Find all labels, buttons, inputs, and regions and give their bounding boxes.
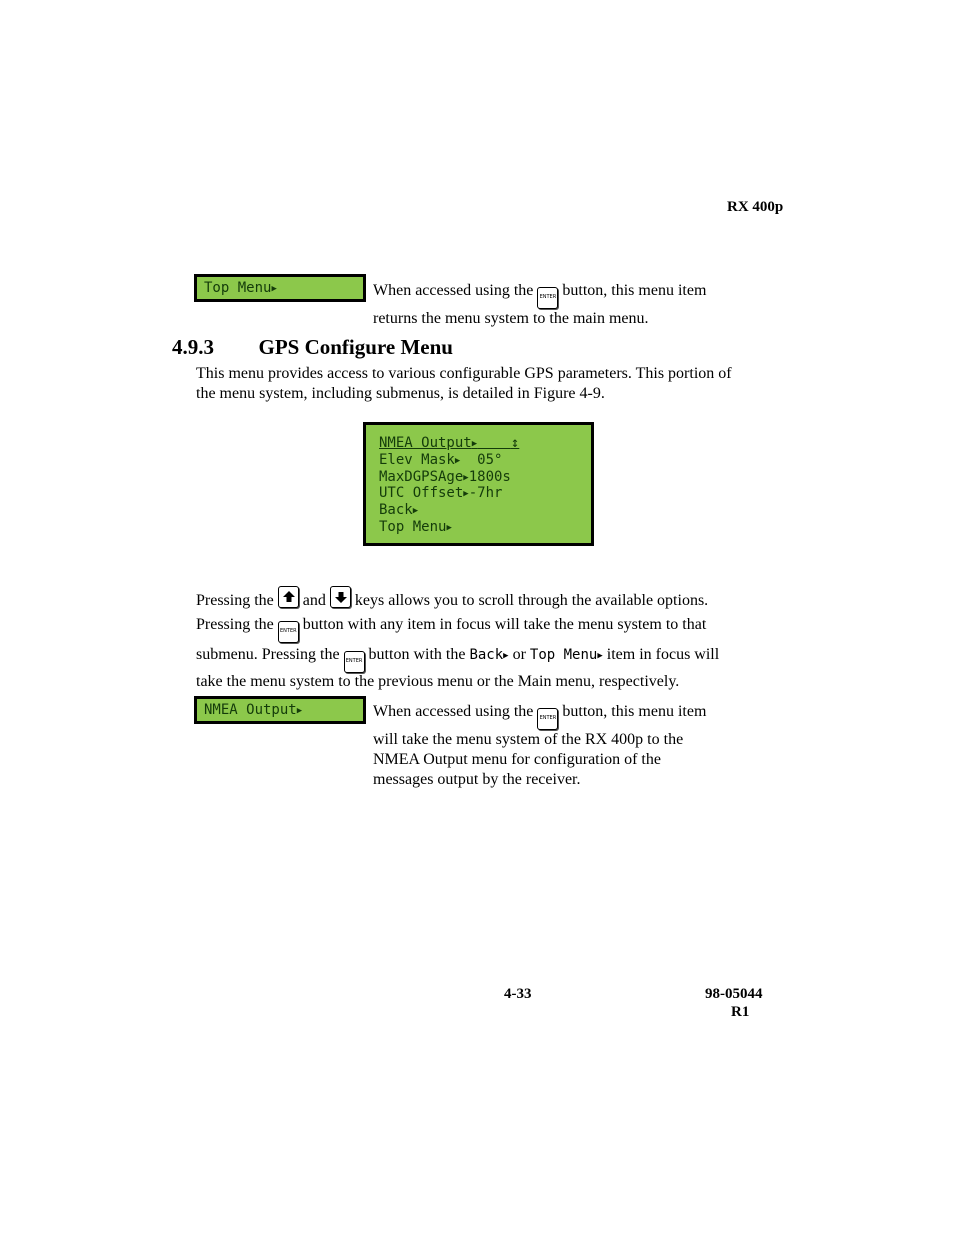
footer-page-number: 4-33 — [504, 986, 532, 1002]
footer-revision: R1 — [731, 1004, 750, 1020]
top-menu-lcd-label: Top Menu — [204, 280, 272, 296]
arrow-right-icon: ▶ — [463, 472, 469, 483]
header-product: RX 400p — [727, 199, 784, 215]
enter-key-icon: ENTER — [344, 651, 365, 673]
lcd-row-utc-offset: UTC Offset▶-7hr — [379, 485, 503, 502]
para-line: This menu provides access to various configurable GPS parameters. This portion of — [196, 365, 732, 382]
nmea-output-description: When accessed using the ENTER button, this menu item will take the menu system of the RX 400p to the NMEA Output menu for configuration of the messages output by the receiver. — [373, 703, 707, 788]
arrow-right-icon: ▶ — [597, 651, 603, 661]
arrow-right-icon: ▶ — [446, 522, 452, 533]
inline-top-menu-label: Top Menu▶ — [529, 647, 603, 663]
enter-key-icon: ENTER — [537, 287, 558, 309]
lcd-row-elev-mask: Elev Mask▶ 05° — [379, 451, 503, 468]
footer-doc-number: 98-05044 — [705, 986, 763, 1002]
up-arrow-key-icon — [278, 586, 299, 608]
desc-text: button, this menu item — [562, 282, 707, 299]
down-arrow-key-icon — [330, 586, 351, 608]
nmea-output-lcd-label: NMEA Output — [204, 702, 297, 718]
inline-back-label: Back▶ — [469, 647, 509, 663]
para-line: the menu system, including submenus, is detailed in Figure 4-9. — [196, 385, 605, 402]
section-paragraph — [196, 364, 796, 404]
lcd-row-nmea-output: NMEA Output▶ ↕ — [379, 435, 520, 451]
top-menu-description — [373, 281, 793, 329]
enter-key-icon: ENTER — [278, 621, 299, 643]
lcd-row-back: Back▶ — [379, 502, 419, 519]
arrow-right-icon: ▶ — [503, 651, 509, 661]
arrow-right-icon: ▶ — [296, 706, 303, 716]
navigation-paragraph: Pressing the and keys allows you to scroll through the available options. Pressing the ENTER button with any item in focus will take the menu system to that submenu. Pressing the ENTER button with the Back▶ or Top Menu▶ item in focus will take the menu system to the previous menu or the Main menu, respectively. — [196, 586, 796, 691]
arrow-right-icon: ▶ — [471, 439, 478, 449]
desc-text: When accessed using the — [373, 282, 534, 299]
section-title: GPS Configure Menu — [258, 335, 453, 359]
scroll-indicator-icon: ↕ — [510, 435, 520, 451]
arrow-right-icon: ▶ — [412, 506, 419, 517]
arrow-right-icon: ▶ — [271, 284, 277, 294]
lcd-row-top-menu: Top Menu▶ — [379, 518, 452, 535]
lcd-row-max-dgps-age: MaxDGPSAge▶1800s — [379, 468, 511, 485]
nmea-output-lcd-box — [194, 696, 366, 724]
section-heading — [172, 335, 453, 359]
enter-key-icon: ENTER — [537, 708, 558, 730]
arrow-right-icon: ▶ — [454, 455, 461, 466]
top-menu-lcd-box — [194, 274, 366, 302]
section-number: 4.9.3 — [172, 335, 214, 359]
gps-configure-lcd-screen — [363, 422, 594, 546]
arrow-right-icon: ▶ — [463, 489, 469, 500]
desc-text: returns the menu system to the main menu. — [373, 310, 649, 327]
